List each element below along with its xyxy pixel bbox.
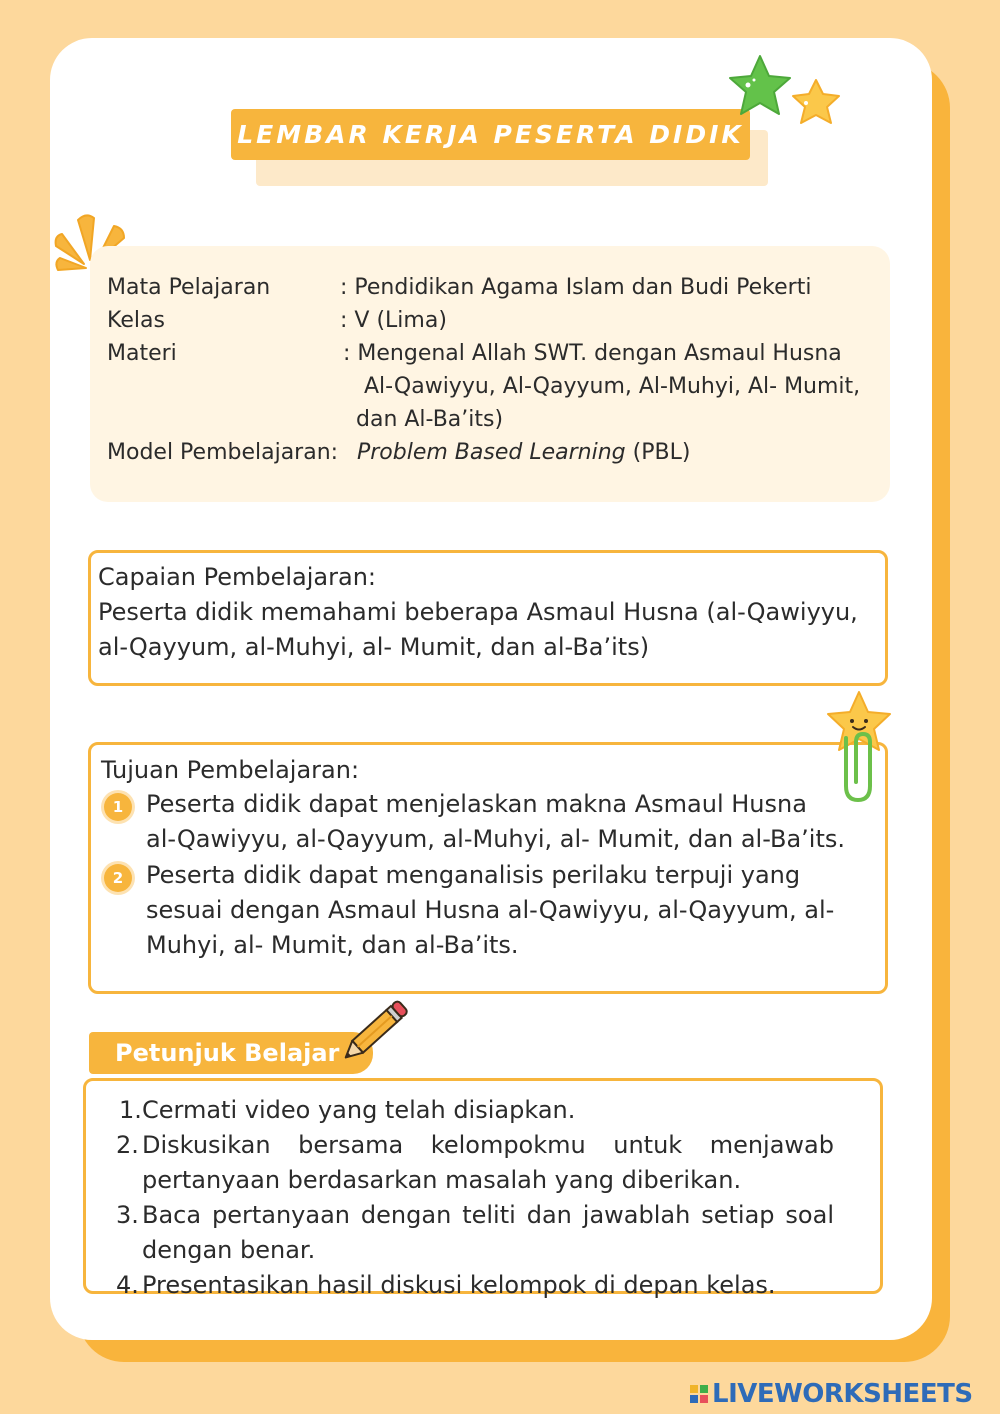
- petunjuk-item-2-line2: pertanyaan berdasarkan masalah yang diberikan.: [142, 1166, 742, 1194]
- tujuan-heading: Tujuan Pembelajaran:: [101, 756, 360, 784]
- petunjuk-box: [83, 1078, 883, 1299]
- petunjuk-item-2-line1: Diskusikan bersama kelompokmu untuk menjawab: [142, 1131, 834, 1159]
- capaian-heading: Capaian Pembelajaran:: [98, 563, 377, 591]
- capaian-box: [88, 550, 888, 686]
- materi-value-line3: dan Al-Ba’its): [356, 407, 504, 432]
- petunjuk-item-3-line1: Baca pertanyaan dengan teliti dan jawablah setiap soal: [142, 1201, 834, 1229]
- title-band: [231, 109, 750, 160]
- mapel-label: Mata Pelajaran: [107, 275, 271, 300]
- petunjuk-item-4-number: 4.: [116, 1271, 139, 1299]
- model-value-suffix: (PBL): [632, 440, 691, 465]
- model-label: Model Pembelajaran:: [107, 440, 339, 465]
- tujuan-item-1-line2: al-Qawiyyu, al-Qayyum, al-Muhyi, al- Mumit, dan al-Ba’its.: [146, 825, 846, 853]
- materi-value-line1: : Mengenal Allah SWT. dengan Asmaul Husna: [343, 341, 842, 366]
- yellow-star-icon: [793, 80, 839, 123]
- materi-label: Materi: [107, 341, 177, 366]
- materi-value-line2: Al-Qawiyyu, Al-Qayyum, Al-Muhyi, Al- Mumit,: [364, 374, 861, 399]
- petunjuk-item-1-number: 1.: [119, 1096, 142, 1124]
- petunjuk-item-1-line1: Cermati video yang telah disiapkan.: [142, 1096, 576, 1124]
- identity-info-box: [90, 246, 890, 502]
- kelas-value: : V (Lima): [340, 308, 447, 333]
- stars-icon: [718, 52, 848, 136]
- petunjuk-tag: [89, 1032, 373, 1074]
- model-value-italic: Problem Based Learning: [357, 440, 626, 465]
- tujuan-box: [88, 742, 888, 994]
- liveworksheets-brand: LIVEWORKSHEETS: [712, 1379, 973, 1409]
- pencil-icon: [334, 994, 414, 1070]
- capaian-line1: Peserta didik memahami beberapa Asmaul Husna (al-Qawiyyu,: [98, 598, 858, 626]
- tujuan-number-1-icon: 1: [104, 793, 132, 821]
- petunjuk-item-4-line1: Presentasikan hasil diskusi kelompok di depan kelas.: [142, 1271, 776, 1299]
- petunjuk-item-3-number: 3.: [116, 1201, 139, 1229]
- capaian-line2: al-Qayyum, al-Muhyi, al- Mumit, dan al-Ba’its): [98, 633, 650, 661]
- tujuan-item-2-line2: sesuai dengan Asmaul Husna al-Qawiyyu, al-Qayyum, al-: [146, 896, 835, 924]
- petunjuk-heading: Petunjuk Belajar: [115, 1039, 340, 1067]
- tujuan-number-2-icon: 2: [104, 864, 132, 892]
- liveworksheets-logo[interactable]: [690, 1378, 973, 1410]
- smiling-star-paperclip-icon: [822, 688, 896, 806]
- tujuan-item-2-line1: Peserta didik dapat menganalisis perilaku terpuji yang: [146, 861, 801, 889]
- kelas-label: Kelas: [107, 308, 165, 333]
- tujuan-item-2-line3: Muhyi, al- Mumit, dan al-Ba’its.: [146, 931, 519, 959]
- petunjuk-item-2-number: 2.: [116, 1131, 139, 1159]
- petunjuk-item-3-line2: dengan benar.: [142, 1236, 316, 1264]
- mapel-value: : Pendidikan Agama Islam dan Budi Pekerti: [340, 275, 812, 300]
- model-value: [357, 436, 690, 469]
- tujuan-item-1-line1: Peserta didik dapat menjelaskan makna Asmaul Husna: [146, 790, 807, 818]
- liveworksheets-logo-icon: [690, 1385, 708, 1403]
- page-title: LEMBAR KERJA PESERTA DIDIK: [237, 120, 744, 149]
- green-star-icon: [730, 56, 790, 114]
